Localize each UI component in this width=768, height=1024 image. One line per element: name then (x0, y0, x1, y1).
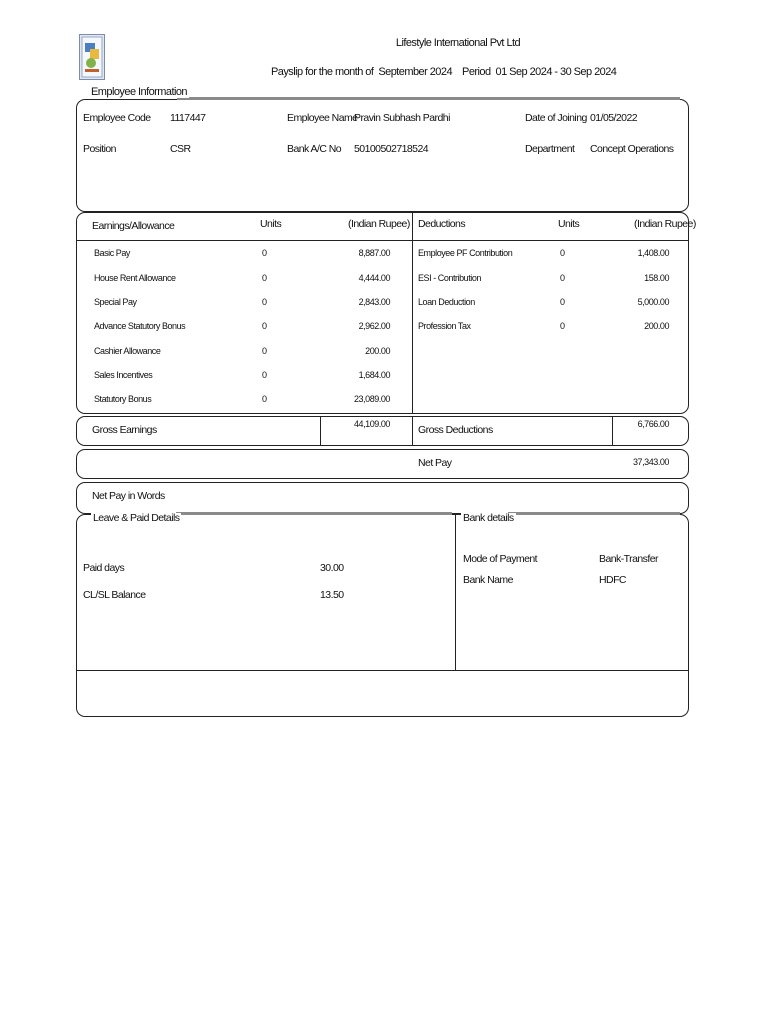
department-label: Department (525, 143, 575, 155)
deduction-amount: 1,408.00 (637, 248, 669, 258)
net-pay-label: Net Pay (418, 457, 452, 469)
earning-amount: 2,962.00 (358, 321, 390, 331)
earning-units: 0 (262, 273, 267, 283)
earning-name: Cashier Allowance (94, 346, 161, 356)
net-pay-value: 37,343.00 (633, 457, 669, 467)
position-value: CSR (170, 143, 191, 155)
payment-mode-value: Bank-Transfer (599, 553, 658, 565)
deduction-name: Profession Tax (418, 321, 471, 331)
earnings-header: Earnings/Allowance (92, 220, 175, 232)
leave-section-title: Leave & Paid Details (93, 512, 180, 524)
deduction-name: Loan Deduction (418, 297, 475, 307)
leave-bank-divider (455, 515, 456, 670)
earning-name: Special Pay (94, 297, 137, 307)
payslip-period: Payslip for the month of September 2024 Period 01 Sep 2024 - 30 Sep 2024 (271, 66, 617, 78)
gross-earnings-value: 44,109.00 (354, 419, 390, 429)
employee-name-label: Employee Name (287, 112, 358, 124)
bank-title-bar (508, 512, 680, 515)
doj-label: Date of Joining (525, 112, 587, 124)
gross-divider-center (412, 417, 413, 445)
earning-units: 0 (262, 346, 267, 356)
gross-deductions-label: Gross Deductions (418, 424, 493, 436)
earning-name: Statutory Bonus (94, 394, 152, 404)
position-label: Position (83, 143, 116, 155)
deduction-amount: 5,000.00 (637, 297, 669, 307)
deduction-name: Employee PF Contribution (418, 248, 513, 258)
employee-code-label: Employee Code (83, 112, 151, 124)
earning-units: 0 (262, 321, 267, 331)
net-pay-words-box (76, 482, 689, 514)
earning-amount: 1,684.00 (358, 370, 390, 380)
footer-divider (77, 670, 688, 671)
deduction-units: 0 (560, 248, 565, 258)
bank-ac-label: Bank A/C No (287, 143, 342, 155)
gross-divider-earnings (320, 417, 321, 445)
employee-info-title-bar (177, 97, 680, 100)
clsl-value: 13.50 (320, 589, 344, 601)
earning-units: 0 (262, 248, 267, 258)
earning-units: 0 (262, 370, 267, 380)
deductions-amount-header: (Indian Rupee) (634, 218, 696, 230)
deduction-units: 0 (560, 297, 565, 307)
earning-name: Advance Statutory Bonus (94, 321, 186, 331)
net-pay-words-label: Net Pay in Words (92, 490, 165, 502)
bank-ac-value: 50100502718524 (354, 143, 429, 155)
leave-bank-box (76, 514, 689, 717)
clsl-label: CL/SL Balance (83, 589, 146, 601)
deduction-amount: 200.00 (644, 321, 669, 331)
employee-info-title: Employee Information (91, 86, 187, 98)
deduction-amount: 158.00 (644, 273, 669, 283)
table-header-divider (77, 240, 688, 241)
earnings-amount-header: (Indian Rupee) (348, 218, 410, 230)
payment-mode-label: Mode of Payment (463, 553, 538, 565)
earning-amount: 8,887.00 (358, 248, 390, 258)
deductions-units-header: Units (558, 218, 580, 230)
earning-amount: 2,843.00 (358, 297, 390, 307)
earnings-deductions-box (76, 212, 689, 414)
bank-name-label: Bank Name (463, 574, 513, 586)
gross-deductions-value: 6,766.00 (637, 419, 669, 429)
leave-title-bar (176, 512, 452, 515)
deductions-header: Deductions (418, 218, 466, 230)
employee-code-value: 1117447 (170, 112, 206, 124)
earnings-units-header: Units (260, 218, 282, 230)
gross-earnings-label: Gross Earnings (92, 424, 157, 436)
net-pay-box (76, 449, 689, 479)
bank-name-value: HDFC (599, 574, 626, 586)
company-name: Lifestyle International Pvt Ltd (395, 37, 521, 49)
earning-units: 0 (262, 394, 267, 404)
paid-days-label: Paid days (83, 562, 125, 574)
earning-name: Sales Incentives (94, 370, 153, 380)
employee-name-value: Pravin Subhash Pardhi (354, 112, 450, 124)
earning-amount: 23,089.00 (354, 394, 390, 404)
department-value: Concept Operations (590, 143, 674, 155)
earning-units: 0 (262, 297, 267, 307)
doj-value: 01/05/2022 (590, 112, 638, 124)
earning-amount: 200.00 (365, 346, 390, 356)
bank-section-title: Bank details (463, 512, 514, 524)
company-logo-icon (79, 34, 105, 80)
table-column-divider (412, 212, 413, 414)
deduction-units: 0 (560, 321, 565, 331)
earning-name: House Rent Allowance (94, 273, 176, 283)
paid-days-value: 30.00 (320, 562, 344, 574)
deduction-name: ESI - Contribution (418, 273, 481, 283)
deduction-units: 0 (560, 273, 565, 283)
earning-name: Basic Pay (94, 248, 130, 258)
earning-amount: 4,444.00 (358, 273, 390, 283)
